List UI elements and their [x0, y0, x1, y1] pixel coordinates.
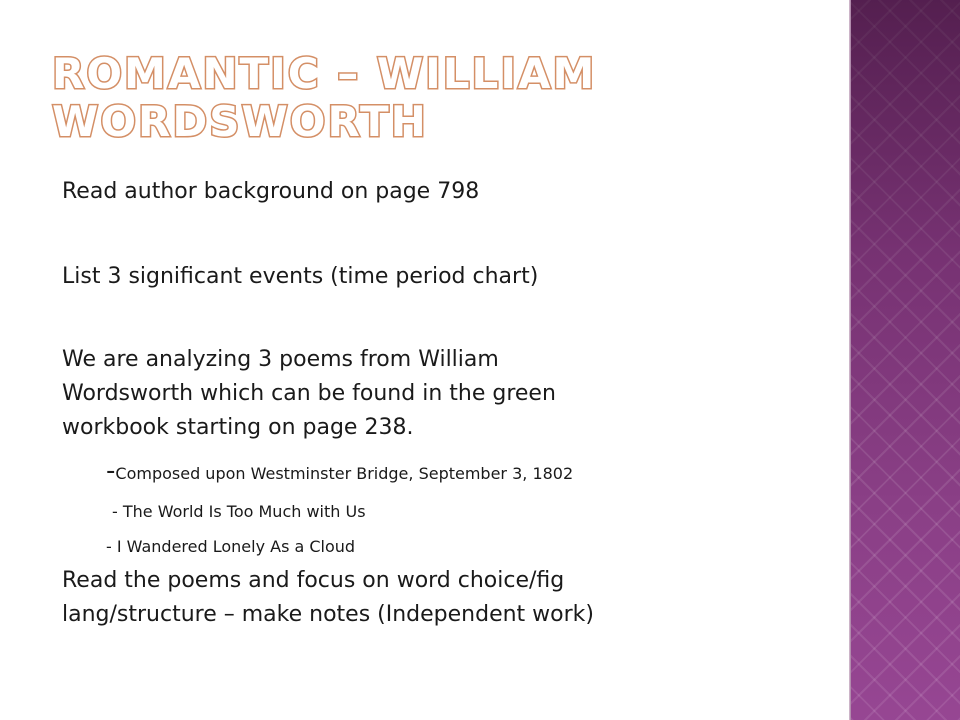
poem-item-1	[106, 456, 574, 486]
decorative-side-panel	[851, 0, 960, 720]
body-line-background: Read author background on page 798	[62, 179, 480, 204]
slide-title	[52, 50, 832, 146]
body-line-events: List 3 significant events (time period chart)	[62, 264, 539, 289]
body-line-analyze-2: Wordsworth which can be found in the green	[62, 381, 556, 406]
poem-item-1-title: Composed upon Westminster Bridge, September 3, 1802	[115, 464, 574, 483]
body-line-analyze-1: We are analyzing 3 poems from William	[62, 347, 499, 372]
poem-item-2: - The World Is Too Much with Us	[112, 502, 366, 521]
body-line-analyze-3: workbook starting on page 238.	[62, 415, 414, 440]
poem-item-1-dash: -	[106, 456, 116, 486]
poem-item-3: - I Wandered Lonely As a Cloud	[106, 537, 356, 556]
body-line-focus-1: Read the poems and focus on word choice/fig	[62, 568, 565, 593]
slide-title-line-1: ROMANTIC – WILLIAM	[52, 49, 597, 98]
body-line-focus-2: lang/structure – make notes (Independent work)	[62, 602, 594, 627]
slide-title-line-2: WORDSWORTH	[52, 97, 428, 146]
